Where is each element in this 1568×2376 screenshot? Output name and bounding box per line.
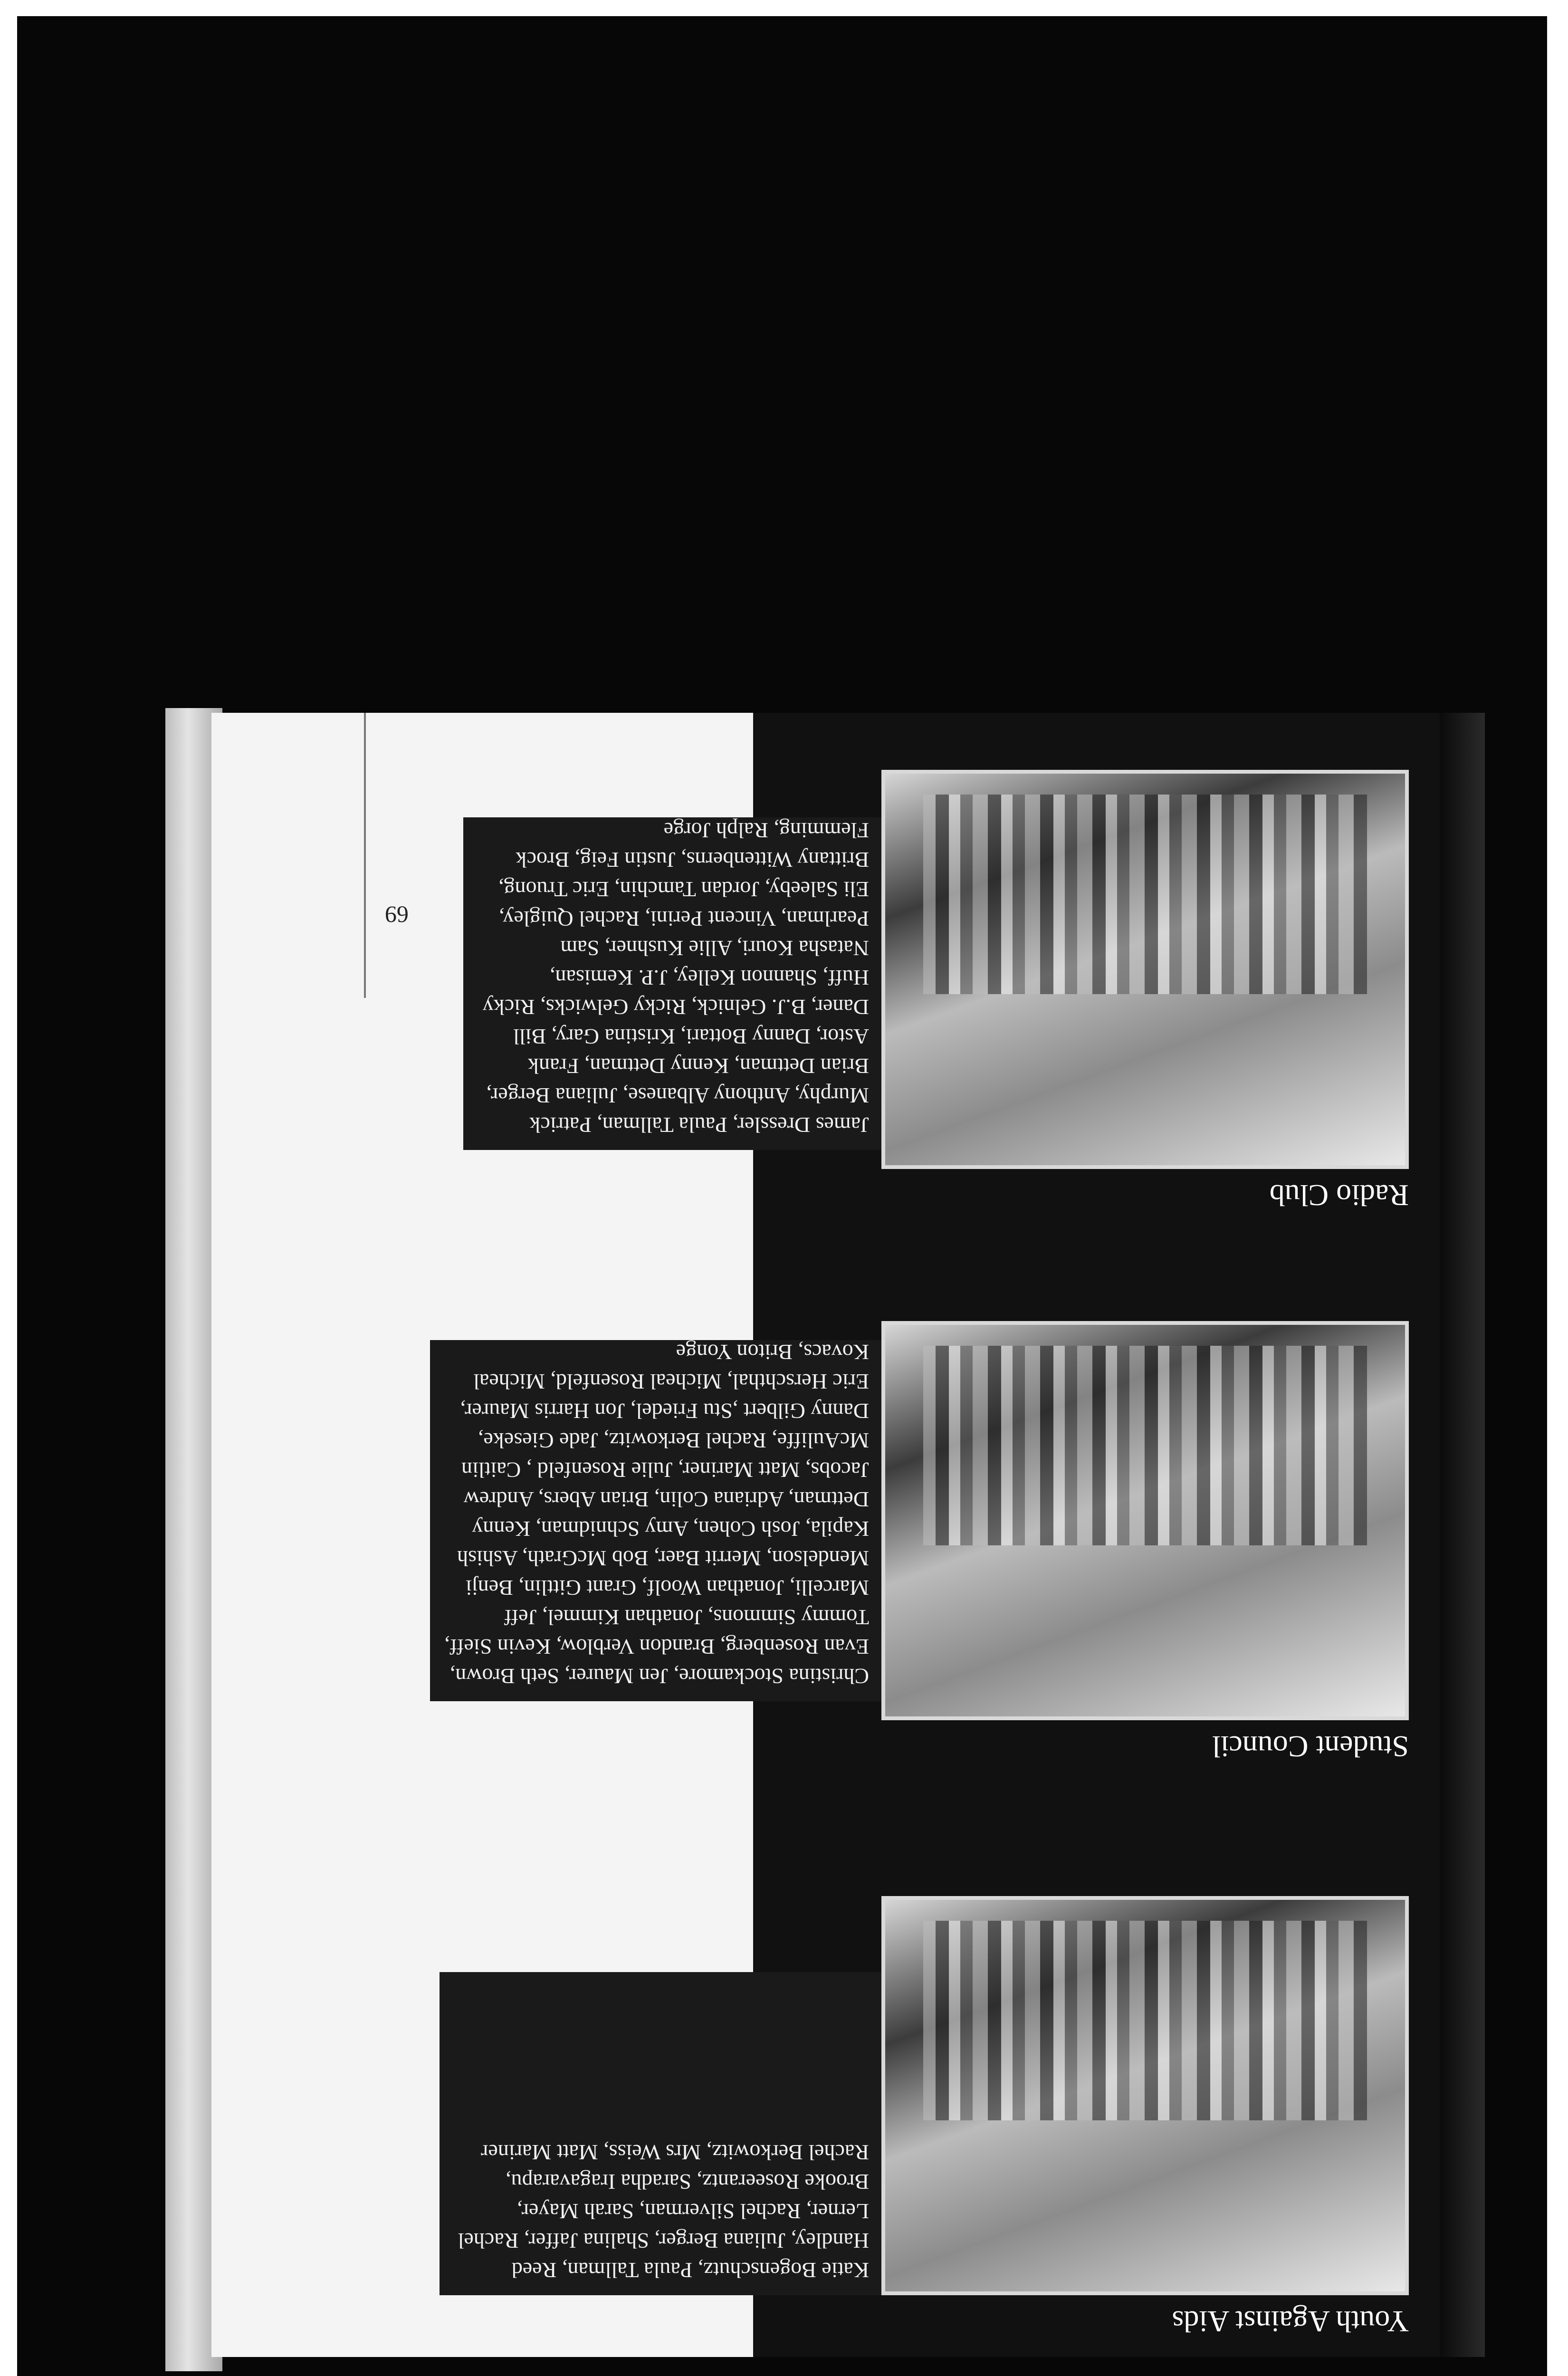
photo-radio-club (881, 770, 1409, 1169)
yearbook-page (211, 713, 1485, 2357)
photo-youth-against-aids (881, 1896, 1409, 2295)
caption-youth-against-aids: Katie Bogenschutz, Paula Tallman, Reed Handley, Juliana Berger, Shalina Jaffer, Rachel Lerner, Rachel Silverman, Sarah Mayer, Brooke Roseerantz, Saradha Iragavarapu, Rachel Berkowitz, Mrs Weiss, Matt Mariner (440, 1972, 881, 2295)
caption-radio-club: James Dressler, Paula Tallman, Patrick Murphy, Anthony Albanese, Juliana Berger, Brian Dettman, Kenny Dettman, Frank Astor, Danny Bottari, Kristina Gary, Bill Daner, B.J. Gelnick, Ricky Gelwicks, Ricky Huff, Shannon Kelley, J.P. Kemisan, Natasha Kouri, Allie Kushner, Sam Pearlman, Vincent Perini, Rachel Quigley, Eli Saleeby, Jordan Tamchin, Eric Truong, Brittany Wittenberns, Justin Feig, Brock Flemming, Ralph Jorge (463, 817, 881, 1150)
page-number-rule (364, 713, 366, 998)
photo-student-council (881, 1321, 1409, 1720)
caption-student-council: Christina Stockamore, Jen Maurer, Seth Brown, Evan Rosenberg, Brandon Verblow, Kevin Sieff, Tommy Simmons, Jonathan Kimmel, Jeff Marcelli, Jonathan Woolf, Grant Gittlin, Benji Mendelson, Merrit Baer, Bob McGrath, Ashish Kapila, Josh Cohen, Amy Schnidman, Kenny Dettman, Adriana Colin, Brian Abers, Andrew Jacobs, Matt Mariner, Julie Rosenfeld , Caitlin McAuliffe, Rachel Berkowitz, Jade Gieseke, Danny Gilbert ,Stu Friedel, Jon Harris Maurer, Eric Herschthal, Micheal Rosenfeld, Micheal Kovacs, Briton Yonge (430, 1340, 881, 1701)
page-number: 69 (385, 901, 409, 928)
rotated-page-content (211, 713, 1485, 2357)
section-title-youth-against-aids: Youth Against Aids (1172, 2305, 1409, 2338)
book-gutter (1440, 713, 1485, 2357)
section-title-student-council: Student Council (1212, 1730, 1409, 1763)
photo-figures (923, 1921, 1367, 2120)
photo-figures (923, 795, 1367, 994)
photo-figures (923, 1346, 1367, 1545)
section-title-radio-club: Radio Club (1269, 1178, 1409, 1212)
